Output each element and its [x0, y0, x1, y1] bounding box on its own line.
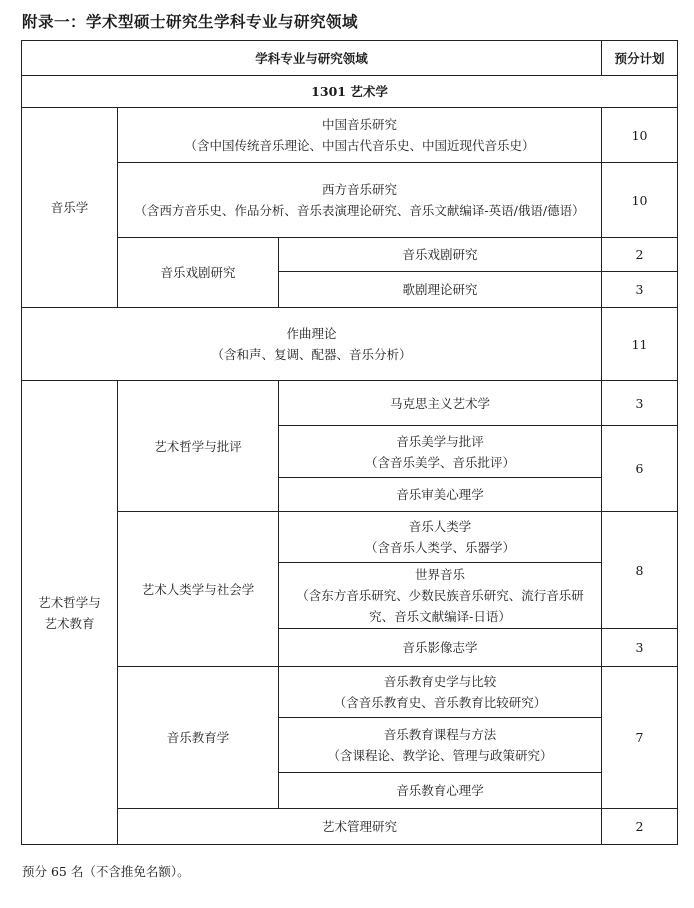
item-detail: （含东方音乐研究、少数民族音乐研究、流行音乐研究、音乐文献编译-日语） [296, 588, 584, 624]
page-title: 附录一：学术型硕士研究生学科专业与研究领域 [22, 12, 359, 31]
education-label: 音乐教育学 [118, 667, 279, 809]
composition-cell [22, 308, 602, 381]
table-row [22, 667, 678, 718]
discipline-row [22, 76, 678, 108]
item-name: 音乐教育史学与比较 [383, 674, 497, 689]
world-music-cell [279, 563, 602, 629]
item-detail: （含音乐美学、音乐批评） [365, 454, 516, 470]
item-name: 音乐人类学 [408, 519, 472, 534]
table-row [22, 512, 678, 563]
plan-value: 11 [602, 308, 678, 381]
item-detail: （含音乐人类学、乐器学） [365, 540, 516, 555]
item-name: 音乐美学与批评 [396, 433, 484, 449]
plan-value: 2 [602, 238, 678, 272]
table-row [22, 809, 678, 845]
aesthetics-cell [279, 426, 602, 478]
item-name: 西方音乐研究 [322, 182, 398, 197]
discipline-title: 1301 艺术学 [22, 76, 678, 108]
item-name: 音乐戏剧研究 [279, 238, 602, 272]
header-field: 学科专业与研究领域 [22, 41, 602, 76]
plan-value: 3 [602, 629, 678, 667]
item-detail: （含课程论、教学论、管理与政策研究） [327, 748, 553, 763]
edu-history-cell [279, 667, 602, 718]
table-header-row [22, 41, 678, 76]
art-label-line2: 艺术教育 [44, 615, 95, 631]
chinese-music-cell [118, 108, 602, 163]
item-name: 音乐影像志学 [279, 629, 602, 667]
plan-value: 3 [602, 272, 678, 308]
table-row [22, 238, 678, 272]
art-label-line1: 艺术哲学与 [38, 594, 101, 610]
plan-value: 7 [602, 667, 678, 809]
item-detail: （含中国传统音乐理论、中国古代音乐史、中国近现代音乐史） [184, 138, 535, 153]
plan-value: 6 [602, 426, 678, 512]
plan-value: 8 [602, 512, 678, 629]
plan-value: 2 [602, 809, 678, 845]
program-table [21, 40, 678, 845]
item-name: 作曲理论 [286, 326, 337, 341]
edu-curriculum-cell [279, 718, 602, 773]
item-name: 音乐审美心理学 [279, 478, 602, 512]
plan-value: 10 [602, 108, 678, 163]
header-plan: 预分计划 [602, 41, 678, 76]
plan-value: 10 [602, 163, 678, 238]
music-label: 音乐学 [22, 108, 118, 308]
art-label [22, 381, 118, 845]
plan-value: 3 [602, 381, 678, 426]
philosophy-label: 艺术哲学与批评 [118, 381, 279, 512]
anthropology-label: 艺术人类学与社会学 [118, 512, 279, 667]
table-row [22, 163, 678, 238]
table-row [22, 108, 678, 163]
item-detail: （含西方音乐史、作品分析、音乐表演理论研究、音乐文献编译-英语/俄语/德语） [134, 203, 585, 218]
music-anthro-cell [279, 512, 602, 563]
item-name: 音乐教育课程与方法 [383, 727, 497, 742]
item-name: 歌剧理论研究 [279, 272, 602, 308]
item-name: 马克思主义艺术学 [279, 381, 602, 426]
item-name: 中国音乐研究 [322, 117, 398, 132]
item-detail: （含音乐教育史、音乐教育比较研究） [333, 695, 547, 710]
item-name: 音乐教育心理学 [279, 773, 602, 809]
item-name: 艺术管理研究 [118, 809, 602, 845]
item-name: 世界音乐 [415, 567, 466, 582]
table-row [22, 381, 678, 426]
western-music-cell [118, 163, 602, 238]
drama-label: 音乐戏剧研究 [118, 238, 279, 308]
footnote: 预分 65 名（不含推免名额）。 [22, 864, 190, 879]
item-detail: （含和声、复调、配器、音乐分析） [211, 347, 412, 362]
table-row [22, 308, 678, 381]
